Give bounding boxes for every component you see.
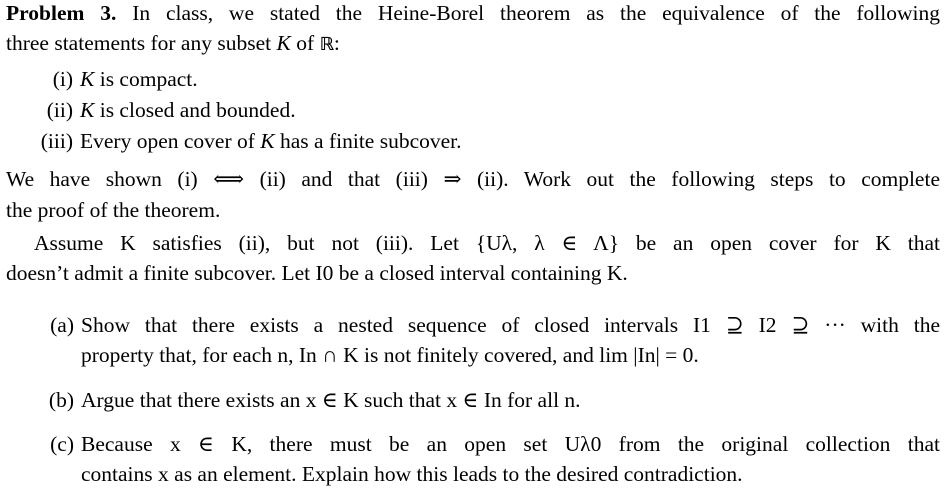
part-a-line-2: property that, for each n, In ∩ K is not finitely covered, and lim |In| = 0. [81, 343, 699, 367]
assume-line-1: Assume K satisfies (ii), but not (iii). Let {Uλ, λ ∈ Λ} be an open cover for K that [34, 231, 940, 255]
statement-label: (i) [52, 67, 73, 91]
reals-symbol: ℝ [319, 34, 334, 55]
statement-symbol: K [80, 67, 95, 91]
statement-text [80, 126, 462, 157]
part-a-line-1: Show that there exists a nested sequence of closed intervals I1 ⊇ I2 ⊇ ··· with the [81, 313, 940, 337]
shown-line-1: We have shown (i) ⟺ (ii) and that (iii) ⇒ (ii). Work out the following steps to complete [6, 167, 940, 191]
intro-text-2c: : [333, 31, 340, 55]
statement-label: (iii) [40, 129, 73, 153]
statement-text [80, 95, 296, 126]
statement-label: (ii) [46, 98, 73, 122]
statement-body: is compact. [94, 67, 198, 91]
part-c-line-2: contains x as an element. Explain how this leads to the desired contradiction. [81, 462, 743, 486]
shown-line-2: the proof of the theorem. [6, 198, 221, 222]
intro-line-1 [6, 0, 940, 29]
statement-symbol: K [260, 129, 275, 153]
statement-text [80, 64, 198, 95]
part-label: (b) [48, 388, 74, 412]
part-label: (c) [50, 432, 74, 456]
part-label: (a) [50, 313, 74, 337]
intro-text-2a: three statements for any subset [6, 31, 277, 55]
problem-label: Problem 3. [6, 1, 117, 25]
statement-symbol: K [80, 98, 95, 122]
part-c-line-1: Because x ∈ K, there must be an open set Uλ0 from the original collection that [81, 432, 940, 456]
statement-body: is closed and bounded. [94, 98, 296, 122]
intro-text-2b: of [290, 31, 320, 55]
intro-line-2 [6, 28, 340, 60]
statement-prefix: Every open cover of [80, 129, 261, 153]
intro-symbol-k: K [276, 31, 291, 55]
assume-line-2: doesn’t admit a finite subcover. Let I0 be a closed interval containing K. [6, 261, 628, 285]
intro-text-1: In class, we stated the Heine-Borel theorem as the equivalence of the following [132, 1, 940, 25]
statement-body: has a finite subcover. [274, 129, 462, 153]
part-b-line-1: Argue that there exists an x ∈ K such that x ∈ In for all n. [81, 388, 581, 412]
